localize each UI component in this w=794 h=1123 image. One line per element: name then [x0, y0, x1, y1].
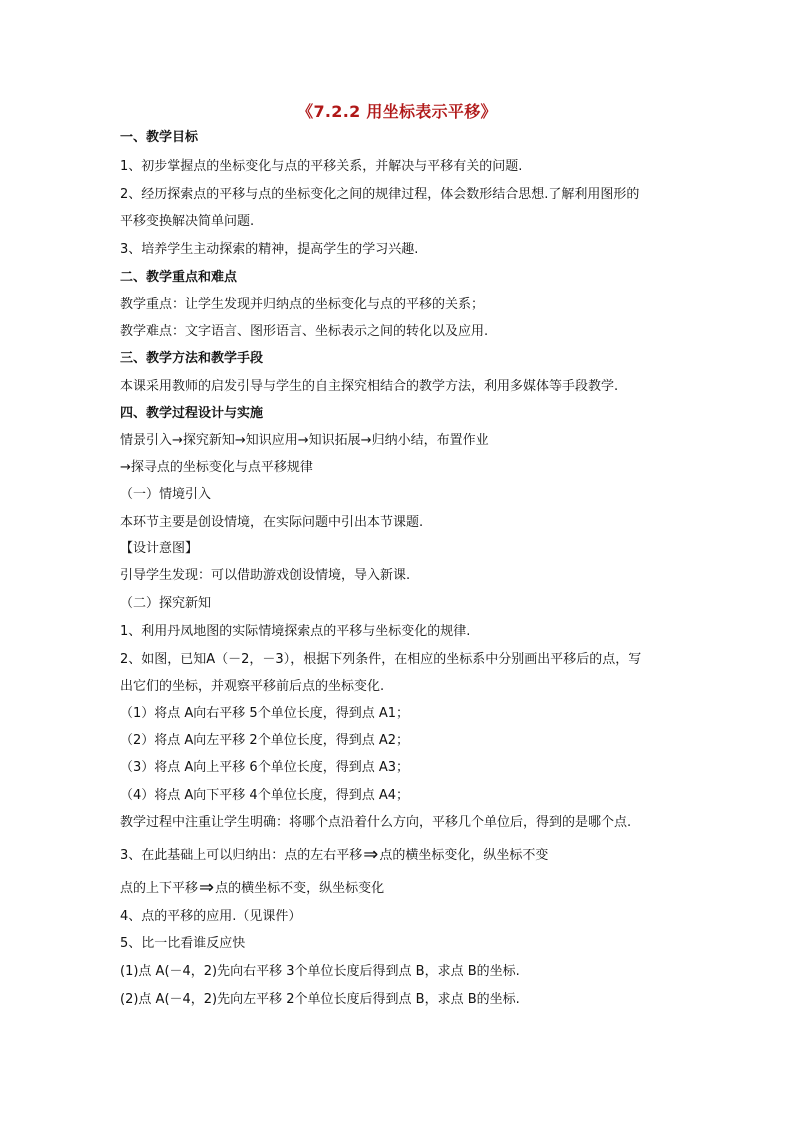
section-heading-methods: 三、教学方法和教学手段 [120, 351, 264, 366]
paragraph-line: 情景引入→探究新知→知识应用→知识拓展→归纳小结，布置作业 [120, 433, 489, 448]
paragraph-line: 平移变换解决简单问题. [120, 214, 255, 229]
exercise-item: (2)点 A(－4，2)先向左平移 2个单位长度后得到点 B，求点 B的坐标. [120, 992, 520, 1007]
paragraph-line: 4、点的平移的应用.（见课件） [120, 909, 302, 924]
section-heading-objectives: 一、教学目标 [120, 130, 199, 145]
paragraph-line: →探寻点的坐标变化与点平移规律 [120, 460, 313, 475]
paragraph-line: 本课采用教师的启发引导与学生的自主探究相结合的教学方法，利用多媒体等手段教学. [120, 379, 619, 394]
paragraph-line: 教学重点：让学生发现并归纳点的坐标变化与点的平移的关系； [120, 297, 485, 312]
document-title: 《7.2.2 用坐标表示平移》 [297, 102, 497, 121]
rule-text-before: 点的上下平移 [120, 881, 199, 896]
paragraph-line: 1、初步掌握点的坐标变化与点的平移关系，并解决与平移有关的问题. [120, 159, 523, 174]
paragraph-line: （二）探究新知 [120, 596, 212, 611]
paragraph-line: 引导学生发现：可以借助游戏创设情境，导入新课. [120, 568, 411, 583]
paragraph-line: 教学过程中注重让学生明确：将哪个点沿着什么方向，平移几个单位后，得到的是哪个点. [120, 815, 632, 830]
implies-arrow-icon: ⇒ [363, 844, 379, 865]
rule-line-left-right [120, 846, 690, 866]
rule-text-after: 点的横坐标不变，纵坐标变化 [215, 881, 385, 896]
section-heading-key-points: 二、教学重点和难点 [120, 270, 238, 285]
list-item: （2）将点 A向左平移 2个单位长度，得到点 A2； [120, 733, 409, 748]
paragraph-line: 教学难点：文字语言、图形语言、坐标表示之间的转化以及应用. [120, 324, 489, 339]
paragraph-line: 2、如图，已知A（－2，－3），根据下列条件，在相应的坐标系中分别画出平移后的点，写 [120, 652, 642, 667]
list-item: （3）将点 A向上平移 6个单位长度，得到点 A3； [120, 760, 409, 775]
implies-arrow-icon: ⇒ [199, 877, 215, 898]
paragraph-line: 2、经历探索点的平移与点的坐标变化之间的规律过程，体会数形结合思想.了解利用图形的 [120, 187, 640, 202]
rule-text-before: 3、在此基础上可以归纳出：点的左右平移 [120, 848, 363, 863]
rule-text-after: 点的横坐标变化，纵坐标不变 [379, 848, 549, 863]
paragraph-line: 1、利用丹凤地图的实际情境探索点的平移与坐标变化的规律. [120, 624, 471, 639]
paragraph-line: 5、比一比看谁反应快 [120, 936, 246, 951]
paragraph-line: 本环节主要是创设情境，在实际问题中引出本节课题. [120, 515, 424, 530]
paragraph-line: 3、培养学生主动探索的精神，提高学生的学习兴趣. [120, 242, 419, 257]
list-item: （4）将点 A向下平移 4个单位长度，得到点 A4； [120, 788, 409, 803]
section-heading-process: 四、教学过程设计与实施 [120, 406, 264, 421]
rule-line-up-down [120, 879, 690, 899]
exercise-item: (1)点 A(－4，2)先向右平移 3个单位长度后得到点 B，求点 B的坐标. [120, 964, 520, 979]
paragraph-line: 出它们的坐标，并观察平移前后点的坐标变化. [120, 679, 385, 694]
list-item: （1）将点 A向右平移 5个单位长度，得到点 A1； [120, 706, 409, 721]
paragraph-line: 【设计意图】 [120, 541, 199, 556]
paragraph-line: （一）情境引入 [120, 487, 212, 502]
